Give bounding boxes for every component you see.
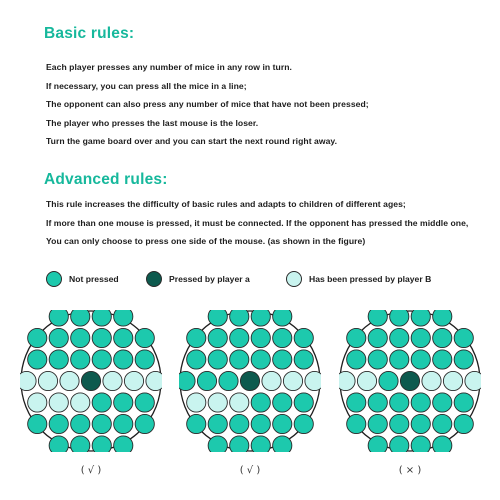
advanced-rules-list xyxy=(46,195,468,251)
verdict-mark: ( √ ) xyxy=(80,465,102,476)
mouse-not-pressed xyxy=(433,310,452,326)
mouse-not-pressed xyxy=(208,310,227,326)
mouse-not-pressed xyxy=(49,436,68,452)
mouse-not-pressed xyxy=(92,350,111,369)
mouse-not-pressed xyxy=(71,310,90,326)
legend-not-pressed xyxy=(46,271,119,287)
mouse-not-pressed xyxy=(368,310,387,326)
advanced-rules-heading: Advanced rules: xyxy=(44,171,168,188)
mouse-not-pressed xyxy=(251,393,270,412)
mouse-pressed-by-b xyxy=(124,371,143,390)
mouse-not-pressed xyxy=(454,414,473,433)
mouse-pressed-by-b xyxy=(283,371,302,390)
mouse-not-pressed xyxy=(368,328,387,347)
basic-rule-line: The player who presses the last mouse is the loser. xyxy=(46,117,259,128)
mouse-not-pressed xyxy=(347,328,366,347)
mouse-not-pressed xyxy=(114,328,133,347)
mouse-not-pressed xyxy=(433,393,452,412)
mouse-not-pressed xyxy=(411,414,430,433)
mouse-not-pressed xyxy=(347,393,366,412)
basic-rule-line: Turn the game board over and you can start the next round right away. xyxy=(46,136,338,146)
mouse-not-pressed xyxy=(390,310,409,326)
mouse-not-pressed xyxy=(230,310,249,326)
mouse-not-pressed xyxy=(273,393,292,412)
mouse-not-pressed xyxy=(454,328,473,347)
mouse-not-pressed xyxy=(92,328,111,347)
mouse-not-pressed xyxy=(135,393,154,412)
mouse-not-pressed xyxy=(71,436,90,452)
legend-label: Pressed by player a xyxy=(169,274,250,284)
mouse-not-pressed xyxy=(135,328,154,347)
mouse-not-pressed xyxy=(230,350,249,369)
mouse-not-pressed xyxy=(92,310,111,326)
advanced-rule-line: You can only choose to press one side of the mouse. (as shown in the figure) xyxy=(46,236,366,246)
mouse-pressed-by-b xyxy=(305,371,321,390)
mouse-not-pressed xyxy=(368,436,387,452)
board-svg xyxy=(20,310,162,452)
mouse-not-pressed xyxy=(114,310,133,326)
mouse-not-pressed xyxy=(251,414,270,433)
verdict-mark: ( √ ) xyxy=(239,465,261,476)
mouse-pressed-by-b xyxy=(422,371,441,390)
mouse-not-pressed xyxy=(411,436,430,452)
game-board-example-1 xyxy=(20,310,162,452)
mouse-not-pressed xyxy=(347,350,366,369)
mouse-not-pressed xyxy=(187,328,206,347)
mouse-not-pressed xyxy=(390,414,409,433)
mouse-not-pressed xyxy=(208,436,227,452)
mouse-not-pressed xyxy=(49,310,68,326)
basic-rules-heading: Basic rules: xyxy=(44,25,135,42)
mouse-not-pressed xyxy=(208,350,227,369)
mouse-pressed-by-b xyxy=(49,393,68,412)
mouse-not-pressed xyxy=(135,350,154,369)
not-pressed-swatch-icon xyxy=(46,271,62,287)
mouse-not-pressed xyxy=(411,310,430,326)
mouse-not-pressed xyxy=(28,350,47,369)
mouse-not-pressed xyxy=(114,393,133,412)
mouse-not-pressed xyxy=(49,328,68,347)
mouse-not-pressed xyxy=(433,350,452,369)
mouse-pressed-by-b xyxy=(71,393,90,412)
mouse-pressed-by-b xyxy=(357,371,376,390)
mouse-not-pressed xyxy=(135,414,154,433)
mouse-not-pressed xyxy=(49,414,68,433)
verdict-mark: ( × ) xyxy=(398,465,422,476)
mouse-pressed-by-b xyxy=(38,371,57,390)
mouse-not-pressed xyxy=(390,393,409,412)
mouse-pressed-by-b xyxy=(230,393,249,412)
mouse-not-pressed xyxy=(71,414,90,433)
mouse-not-pressed xyxy=(273,414,292,433)
mouse-not-pressed xyxy=(294,414,313,433)
mouse-not-pressed xyxy=(208,328,227,347)
mouse-not-pressed xyxy=(368,350,387,369)
mouse-not-pressed xyxy=(294,328,313,347)
mouse-not-pressed xyxy=(92,393,111,412)
basic-rule-line: Each player presses any number of mice in any row in turn. xyxy=(46,62,292,72)
mouse-not-pressed xyxy=(187,414,206,433)
mouse-pressed-by-b xyxy=(443,371,462,390)
mouse-not-pressed xyxy=(92,414,111,433)
mouse-not-pressed xyxy=(230,436,249,452)
mouse-not-pressed xyxy=(28,328,47,347)
mouse-not-pressed xyxy=(433,328,452,347)
mouse-not-pressed xyxy=(230,328,249,347)
mouse-not-pressed xyxy=(71,350,90,369)
basic-rule-line: The opponent can also press any number of mice that have not been pressed; xyxy=(46,99,369,109)
advanced-rule-line: This rule increases the difficulty of basic rules and adapts to children of different ages; xyxy=(46,199,406,209)
mouse-pressed-by-b xyxy=(262,371,281,390)
pressed-a-swatch-icon xyxy=(146,271,162,287)
mouse-not-pressed xyxy=(273,350,292,369)
mouse-not-pressed xyxy=(49,350,68,369)
mouse-pressed-by-b xyxy=(465,371,481,390)
board-svg xyxy=(179,310,321,452)
mouse-not-pressed xyxy=(273,436,292,452)
board-svg xyxy=(339,310,481,452)
mouse-not-pressed xyxy=(251,310,270,326)
mouse-not-pressed xyxy=(219,371,238,390)
mouse-not-pressed xyxy=(294,393,313,412)
mouse-not-pressed xyxy=(114,414,133,433)
mouse-pressed-by-b xyxy=(187,393,206,412)
mouse-pressed-by-a xyxy=(400,371,419,390)
mouse-pressed-by-b xyxy=(208,393,227,412)
game-board-example-3 xyxy=(339,310,481,452)
advanced-rule-line: If more than one mouse is pressed, it must be connected. If the opponent has pressed the middle one, xyxy=(46,217,469,228)
mouse-not-pressed xyxy=(433,436,452,452)
mouse-not-pressed xyxy=(197,371,216,390)
mouse-not-pressed xyxy=(411,393,430,412)
mouse-not-pressed xyxy=(208,414,227,433)
pressed-b-swatch-icon xyxy=(286,271,302,287)
legend-pressed-by-b xyxy=(286,271,431,287)
mouse-pressed-by-b xyxy=(28,393,47,412)
mouse-not-pressed xyxy=(368,393,387,412)
basic-rule-line: If necessary, you can press all the mice in a line; xyxy=(46,80,247,91)
legend-label: Not pressed xyxy=(69,274,119,284)
mouse-pressed-by-a xyxy=(240,371,259,390)
mouse-pressed-by-b xyxy=(146,371,162,390)
mouse-not-pressed xyxy=(411,350,430,369)
mouse-not-pressed xyxy=(251,328,270,347)
mouse-not-pressed xyxy=(92,436,111,452)
mouse-not-pressed xyxy=(411,328,430,347)
mouse-not-pressed xyxy=(187,350,206,369)
legend-label: Has been pressed by player B xyxy=(309,274,432,284)
game-board-example-2 xyxy=(179,310,321,452)
mouse-not-pressed xyxy=(251,436,270,452)
mouse-not-pressed xyxy=(114,436,133,452)
mouse-pressed-by-a xyxy=(81,371,100,390)
mouse-not-pressed xyxy=(390,328,409,347)
mouse-pressed-by-b xyxy=(60,371,79,390)
mouse-not-pressed xyxy=(433,414,452,433)
mouse-not-pressed xyxy=(179,371,195,390)
basic-rules-list xyxy=(46,58,369,151)
mouse-not-pressed xyxy=(368,414,387,433)
mouse-not-pressed xyxy=(28,414,47,433)
mouse-not-pressed xyxy=(347,414,366,433)
mouse-not-pressed xyxy=(273,328,292,347)
mouse-pressed-by-b xyxy=(20,371,36,390)
mouse-not-pressed xyxy=(273,310,292,326)
mouse-not-pressed xyxy=(454,393,473,412)
mouse-not-pressed xyxy=(114,350,133,369)
mouse-not-pressed xyxy=(379,371,398,390)
mouse-not-pressed xyxy=(251,350,270,369)
legend-pressed-by-a xyxy=(146,271,250,287)
mouse-not-pressed xyxy=(71,328,90,347)
mouse-pressed-by-b xyxy=(339,371,355,390)
mouse-not-pressed xyxy=(390,350,409,369)
mouse-not-pressed xyxy=(454,350,473,369)
mouse-pressed-by-b xyxy=(103,371,122,390)
mouse-not-pressed xyxy=(230,414,249,433)
mouse-not-pressed xyxy=(294,350,313,369)
mouse-not-pressed xyxy=(390,436,409,452)
